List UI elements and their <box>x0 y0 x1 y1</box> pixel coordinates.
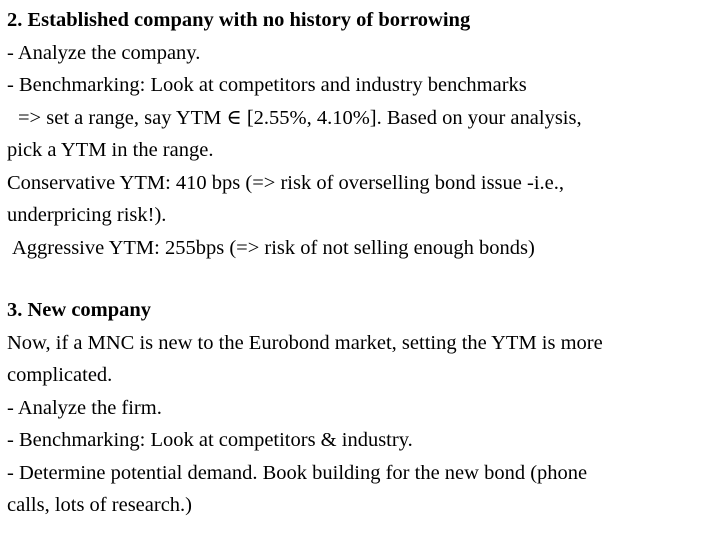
section-2-line-analyze: - Analyze the company. <box>7 41 201 64</box>
section-2-heading: 2. Established company with no history of borrowing <box>7 9 471 31</box>
section-3-line-complicated: complicated. <box>7 364 113 386</box>
section-3-line-analyze: - Analyze the firm. <box>7 396 162 419</box>
section-3-heading: 3. New company <box>7 299 152 321</box>
section-2-line-underpricing: underpricing risk!). <box>7 204 167 226</box>
section-2-line-aggressive: Aggressive YTM: 255bps (=> risk of not selling enough bonds) <box>12 236 535 259</box>
section-2-line-benchmarking: - Benchmarking: Look at competitors and industry benchmarks <box>7 74 527 96</box>
section-3-line-benchmarking: - Benchmarking: Look at competitors & industry. <box>7 429 413 451</box>
section-3-line-now: Now, if a MNC is new to the Eurobond market, setting the YTM is more <box>7 331 603 354</box>
slide-content <box>7 4 713 522</box>
section-3-line-demand: - Determine potential demand. Book building for the new bond (phone <box>7 461 588 484</box>
section-2-line-pick: pick a YTM in the range. <box>7 139 214 161</box>
section-2-line-conservative: Conservative YTM: 410 bps (=> risk of overselling bond issue -i.e., <box>7 171 564 194</box>
section-2-line-range: => set a range, say YTM ∈ [2.55%, 4.10%]. Based on your analysis, <box>18 106 582 129</box>
section-divider-space <box>7 264 713 294</box>
section-3-line-calls: calls, lots of research.) <box>7 494 192 516</box>
